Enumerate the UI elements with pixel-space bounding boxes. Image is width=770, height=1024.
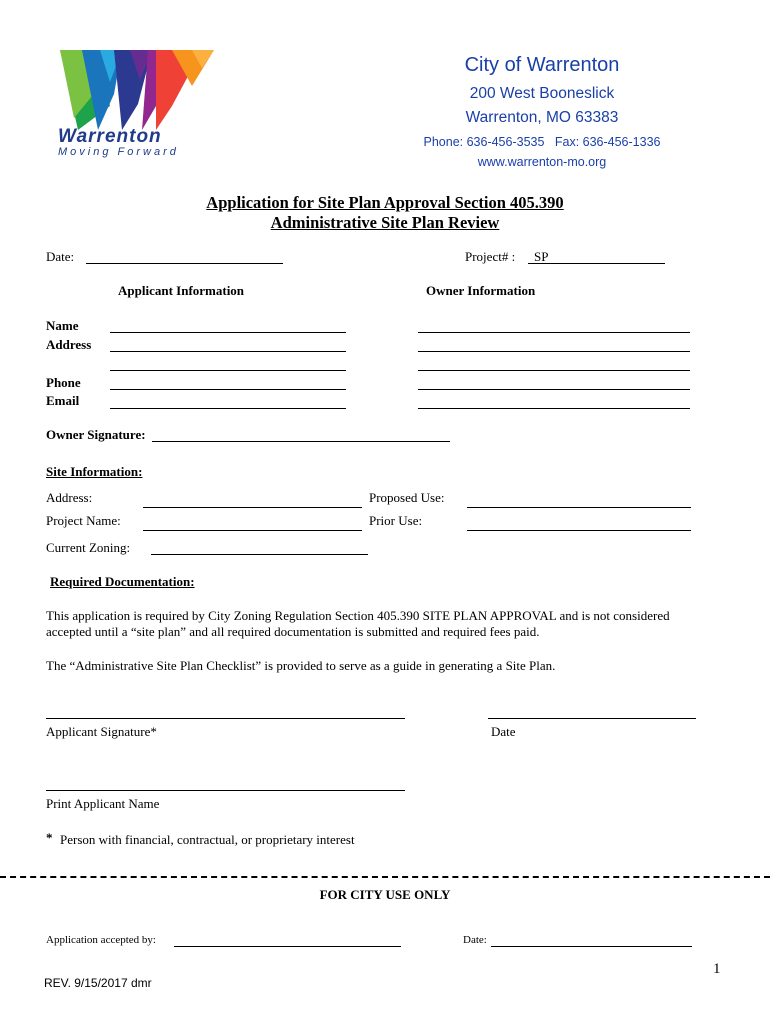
city-date-field[interactable] xyxy=(491,946,692,947)
required-docs-heading: Required Documentation: xyxy=(50,574,195,589)
owner-signature-field[interactable] xyxy=(152,441,450,442)
page-number: 1 xyxy=(713,961,721,977)
name-label: Name xyxy=(46,318,79,333)
address-label: Address xyxy=(46,337,92,352)
city-contact-block xyxy=(392,52,692,172)
website: www.warrenton-mo.org xyxy=(477,155,607,169)
applicant-info-heading: Applicant Information xyxy=(118,283,245,298)
date-label: Date: xyxy=(46,249,75,264)
signature-date-field[interactable] xyxy=(488,718,696,719)
city-logo xyxy=(52,46,217,166)
owner-address-field[interactable] xyxy=(418,351,690,352)
required-docs-text-line1: This application is required by City Zoning Regulation Section 405.390 SITE PLAN APPROVAL and is not considered xyxy=(46,608,670,623)
city-use-heading: FOR CITY USE ONLY xyxy=(319,887,451,902)
applicant-email-field[interactable] xyxy=(110,408,346,409)
date-field[interactable] xyxy=(86,263,283,264)
project-number-prefix: SP xyxy=(534,249,549,264)
current-zoning-field[interactable] xyxy=(151,554,368,555)
project-number-field[interactable] xyxy=(528,263,665,264)
checklist-text: The “Administrative Site Plan Checklist” is provided to serve as a guide in generating a Site Plan. xyxy=(46,658,556,673)
applicant-signature-field[interactable] xyxy=(46,718,405,719)
owner-signature-label: Owner Signature: xyxy=(46,427,146,442)
address-line2: Warrenton, MO 63383 xyxy=(465,109,619,126)
project-number-label: Project# : xyxy=(465,249,516,264)
print-name-field[interactable] xyxy=(46,790,405,791)
project-name-field[interactable] xyxy=(143,530,362,531)
applicant-address-field-2[interactable] xyxy=(110,370,346,371)
applicant-address-field[interactable] xyxy=(110,351,346,352)
owner-info-heading: Owner Information xyxy=(426,283,536,298)
current-zoning-label: Current Zoning: xyxy=(46,540,131,555)
applicant-signature-label: Applicant Signature* xyxy=(46,724,157,739)
accepted-by-label: Application accepted by: xyxy=(46,934,156,946)
owner-email-field[interactable] xyxy=(418,408,690,409)
city-use-divider xyxy=(0,876,770,878)
site-address-field[interactable] xyxy=(143,507,362,508)
owner-phone-field[interactable] xyxy=(418,389,690,390)
owner-address-field-2[interactable] xyxy=(418,370,690,371)
email-label: Email xyxy=(46,393,80,408)
prior-use-field[interactable] xyxy=(467,530,691,531)
city-date-label: Date: xyxy=(463,934,487,946)
project-name-label: Project Name: xyxy=(46,513,121,528)
proposed-use-field[interactable] xyxy=(467,507,691,508)
signature-date-label: Date xyxy=(491,724,516,739)
accepted-by-field[interactable] xyxy=(174,946,401,947)
site-address-label: Address: xyxy=(46,490,93,505)
form-title-line1: Application for Site Plan Approval Section 405.390 xyxy=(206,193,564,212)
owner-name-field[interactable] xyxy=(418,332,690,333)
required-docs-text-line2: accepted until a “site plan” and all required documentation is submitted and required fees paid. xyxy=(46,624,540,639)
logo-name: Warrenton xyxy=(58,126,162,147)
applicant-phone-field[interactable] xyxy=(110,389,346,390)
footnote-text: Person with financial, contractual, or proprietary interest xyxy=(60,832,355,847)
site-info-heading: Site Information: xyxy=(46,464,143,479)
logo-tagline: Moving Forward xyxy=(58,146,179,158)
prior-use-label: Prior Use: xyxy=(369,513,423,528)
address-line1: 200 West Booneslick xyxy=(469,85,615,102)
proposed-use-label: Proposed Use: xyxy=(369,490,445,505)
phone-fax: Phone: 636-456-3535 Fax: 636-456-1336 xyxy=(423,135,661,149)
revision-note: REV. 9/15/2017 dmr xyxy=(44,976,152,990)
phone-label: Phone xyxy=(46,375,81,390)
footnote-asterisk: * xyxy=(46,830,53,845)
applicant-name-field[interactable] xyxy=(110,332,346,333)
print-name-label: Print Applicant Name xyxy=(46,796,160,811)
warrenton-w-logo-icon xyxy=(52,46,217,131)
city-name: City of Warrenton xyxy=(464,54,620,76)
form-title-line2: Administrative Site Plan Review xyxy=(270,213,500,232)
